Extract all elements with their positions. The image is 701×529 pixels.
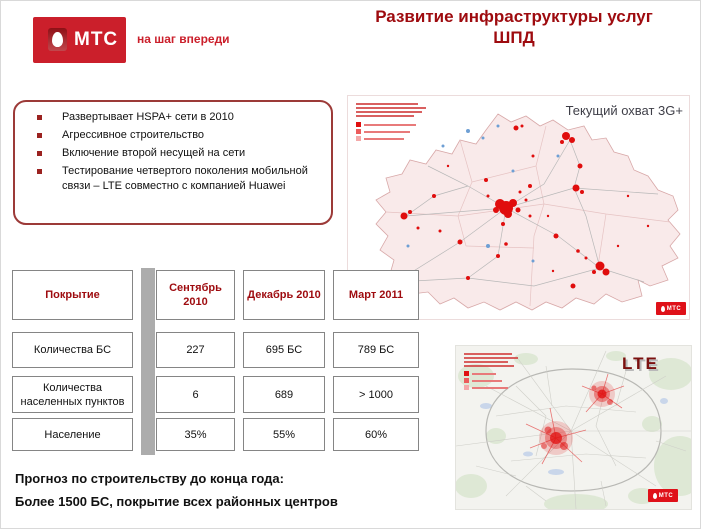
legend-swatch-icon bbox=[464, 371, 469, 376]
table-cell: 695 БС bbox=[243, 332, 325, 368]
map-legend bbox=[356, 103, 426, 143]
bullet-text: Включение второй несущей на сети bbox=[62, 147, 246, 159]
page-title-line2: ШПД bbox=[493, 28, 535, 47]
mts-map-badge bbox=[656, 302, 686, 315]
mts-egg-icon bbox=[661, 306, 665, 312]
list-item bbox=[37, 128, 325, 143]
table-row-label: Количества населенных пунктов bbox=[12, 376, 133, 413]
highlights-box bbox=[13, 100, 333, 225]
table-cell: 227 bbox=[156, 332, 235, 368]
table-row-label: Население bbox=[12, 418, 133, 451]
legend-swatch-icon bbox=[356, 122, 361, 127]
bullet-square-icon bbox=[37, 133, 42, 138]
map-legend bbox=[464, 353, 518, 392]
bullet-text: Развертывает HSPA+ сети в 2010 bbox=[62, 111, 234, 123]
table-row-label: Количества БС bbox=[12, 332, 133, 368]
mts-map-badge bbox=[648, 489, 678, 502]
bullet-text: Агрессивное строительство bbox=[62, 129, 205, 141]
mts-egg-icon bbox=[48, 28, 67, 51]
legend-swatch-icon bbox=[464, 378, 469, 383]
table-cell: 789 БС bbox=[333, 332, 419, 368]
list-item bbox=[37, 110, 325, 125]
table-header-sep2010: Сентябрь 2010 bbox=[156, 270, 235, 320]
table-header-mar2011: Март 2011 bbox=[333, 270, 419, 320]
forecast-heading: Прогноз по строительству до конца года: bbox=[15, 471, 284, 486]
bullet-square-icon bbox=[37, 169, 42, 174]
table-cell: 6 bbox=[156, 376, 235, 413]
mts-egg-icon bbox=[653, 493, 657, 499]
badge-text: МТС bbox=[658, 492, 674, 499]
table-header-coverage: Покрытие bbox=[12, 270, 133, 320]
page-title bbox=[333, 6, 695, 48]
logo-tagline: на шаг впереди bbox=[137, 32, 230, 46]
table-cell: 689 bbox=[243, 376, 325, 413]
lte-label: LTE bbox=[622, 354, 659, 373]
list-item bbox=[37, 164, 325, 194]
table-accent-bar bbox=[141, 268, 155, 455]
forecast-detail: Более 1500 БС, покрытие всех районных центров bbox=[15, 494, 338, 509]
table-cell: 55% bbox=[243, 418, 325, 451]
page-title-line1: Развитие инфраструктуры услуг bbox=[375, 7, 653, 26]
table-cell: 35% bbox=[156, 418, 235, 451]
bullet-square-icon bbox=[37, 151, 42, 156]
table-header-dec2010: Декабрь 2010 bbox=[243, 270, 325, 320]
bullet-square-icon bbox=[37, 115, 42, 120]
coverage-3g-label: Текущий охват 3G+ bbox=[565, 103, 683, 118]
table-cell: > 1000 bbox=[333, 376, 419, 413]
legend-swatch-icon bbox=[356, 136, 361, 141]
legend-swatch-icon bbox=[356, 129, 361, 134]
lte-city-map bbox=[455, 345, 692, 510]
mts-logo bbox=[33, 17, 126, 63]
badge-text: МТС bbox=[666, 305, 682, 312]
bullet-text: Тестирование четвертого поколения мобильной связи – LTE совместно с компанией Huawei bbox=[62, 165, 308, 192]
legend-swatch-icon bbox=[464, 385, 469, 390]
logo-text: МТС bbox=[74, 29, 119, 50]
list-item bbox=[37, 146, 325, 161]
table-cell: 60% bbox=[333, 418, 419, 451]
